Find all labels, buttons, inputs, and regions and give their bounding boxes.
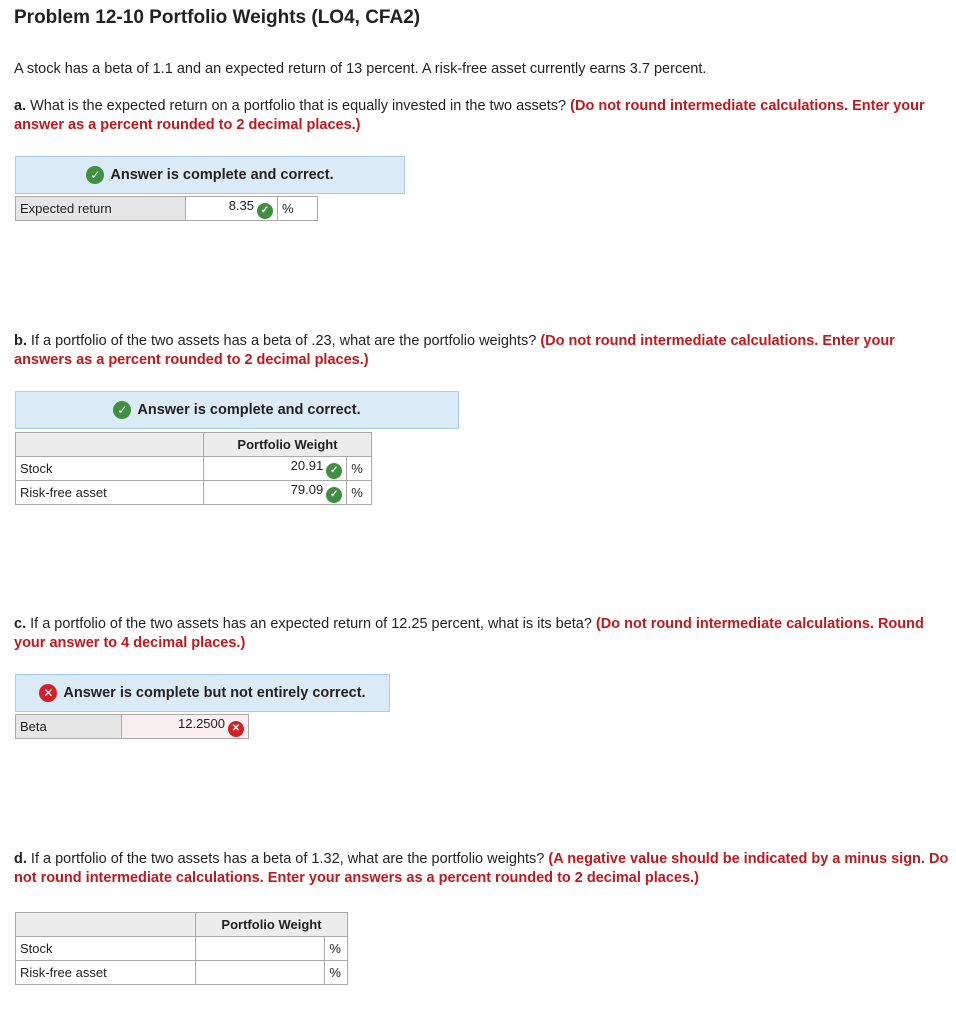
part-b-text: If a portfolio of the two assets has a beta of .23, what are the portfolio weights? — [30, 333, 537, 349]
risk-free-weight-unit: % — [325, 961, 348, 985]
part-b-status-banner — [15, 391, 459, 429]
risk-free-label: Risk-free asset — [16, 961, 196, 985]
expected-return-value: 8.35 — [228, 198, 254, 213]
part-d-label: d. — [14, 851, 27, 867]
part-b-label: b. — [14, 333, 27, 349]
part-b-question — [14, 332, 956, 370]
part-a-instruction: (Do not round intermediate calculations. Enter your answer as a percent rounded to 2 decimal places.) — [14, 98, 925, 133]
part-a-question — [14, 97, 956, 135]
page-title: Problem 12-10 Portfolio Weights (LO4, CFA2) — [14, 7, 421, 28]
stock-label: Stock — [16, 937, 196, 961]
check-circle-icon: ✓ — [326, 463, 342, 479]
x-circle-icon: ✕ — [228, 721, 244, 737]
part-c-question — [14, 615, 956, 653]
part-b-answer-table — [15, 432, 372, 505]
part-a-banner-text: Answer is complete and correct. — [110, 167, 334, 183]
expected-return-label: Expected return — [16, 197, 186, 221]
part-c-answer-table — [15, 714, 249, 739]
part-b-banner-text: Answer is complete and correct. — [137, 402, 361, 418]
stock-weight-unit: % — [347, 457, 372, 481]
part-a-label: a. — [14, 98, 27, 114]
beta-value: 12.2500 — [178, 716, 225, 731]
stock-weight-input[interactable] — [196, 937, 325, 961]
beta-input[interactable] — [122, 715, 249, 739]
check-circle-icon: ✓ — [326, 487, 342, 503]
problem-intro: A stock has a beta of 1.1 and an expected return of 13 percent. A risk-free asset currently earns 3.7 percent. — [14, 61, 707, 77]
part-b-instruction: (Do not round intermediate calculations. Enter your answers as a percent rounded to 2 decimal places.) — [14, 333, 895, 368]
part-c-label: c. — [14, 616, 27, 632]
part-a-answer-table — [15, 196, 318, 221]
part-d-instruction: (A negative value should be indicated by a minus sign. Do not round intermediate calculations. Enter your answers as a percent rounded to 2 decimal places.) — [14, 851, 949, 886]
part-d-header-blank — [16, 913, 196, 937]
part-c-status-banner — [15, 674, 390, 712]
part-c-text: If a portfolio of the two assets has an expected return of 12.25 percent, what is its beta? — [30, 616, 592, 632]
part-c-instruction: (Do not round intermediate calculations. Round your answer to 4 decimal places.) — [14, 616, 924, 651]
part-d-question — [14, 850, 956, 888]
expected-return-unit: % — [278, 197, 318, 221]
part-c-banner-text: Answer is complete but not entirely correct. — [63, 685, 366, 701]
part-a-status-banner — [15, 156, 405, 194]
check-circle-icon: ✓ — [257, 203, 273, 219]
table-row — [16, 961, 348, 985]
stock-label: Stock — [16, 457, 204, 481]
stock-weight-unit: % — [325, 937, 348, 961]
stock-weight-input[interactable] — [204, 457, 347, 481]
part-d-column-header: Portfolio Weight — [196, 913, 348, 937]
part-b-column-header: Portfolio Weight — [204, 433, 372, 457]
part-b-header-blank — [16, 433, 204, 457]
beta-label: Beta — [16, 715, 122, 739]
risk-free-weight-input[interactable] — [204, 481, 347, 505]
check-circle-icon: ✓ — [86, 166, 104, 184]
risk-free-weight-input[interactable] — [196, 961, 325, 985]
check-circle-icon: ✓ — [113, 401, 131, 419]
stock-weight-value: 20.91 — [290, 458, 324, 473]
table-row — [16, 481, 372, 505]
table-row — [16, 457, 372, 481]
risk-free-weight-unit: % — [347, 481, 372, 505]
risk-free-label: Risk-free asset — [16, 481, 204, 505]
part-a-text: What is the expected return on a portfolio that is equally invested in the two assets? — [30, 98, 567, 114]
table-row — [16, 937, 348, 961]
part-d-answer-table — [15, 912, 348, 985]
x-circle-icon: ✕ — [39, 684, 57, 702]
expected-return-input[interactable] — [186, 197, 278, 221]
risk-free-weight-value: 79.09 — [290, 482, 324, 497]
part-d-text: If a portfolio of the two assets has a beta of 1.32, what are the portfolio weights? — [30, 851, 545, 867]
